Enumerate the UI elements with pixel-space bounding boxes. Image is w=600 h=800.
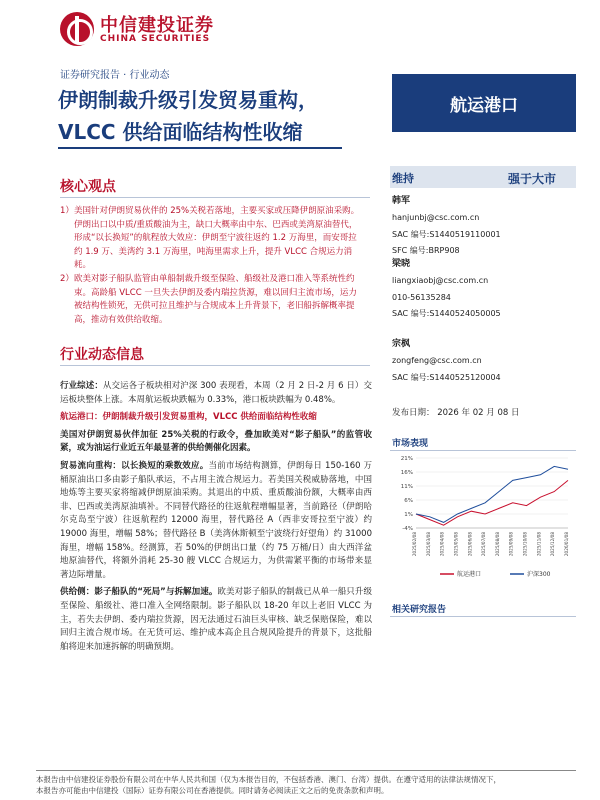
rating-value: 强于大市 — [508, 172, 557, 186]
trade-flow-paragraph — [60, 460, 372, 582]
report-category: 证券研究报告 · 行业动态 — [60, 70, 170, 81]
analyst-name: 韩军 — [392, 196, 411, 206]
sidebar-divider — [390, 616, 576, 617]
disclaimer-footer — [36, 774, 596, 796]
sidebar-divider — [390, 450, 576, 451]
x-tick-label: 2026/01/08 — [564, 532, 569, 557]
y-tick-label: -4% — [402, 526, 413, 532]
core-view-point — [60, 273, 360, 327]
market-performance-heading: 市场表现 — [392, 439, 429, 449]
key-finding-paragraph: 美国对伊朗贸易伙伴加征 25%关税的行政令，叠加欧美对“影子船队”的监管收紧，或为油运行业近五年最显著的供给侧催化因素。 — [60, 429, 372, 454]
analyst-email[interactable]: zongfeng@csc.com.cn — [392, 355, 482, 365]
y-tick-label: 11% — [400, 484, 413, 490]
y-tick-label: 21% — [400, 456, 413, 462]
core-views-list — [60, 205, 360, 327]
analyst-card — [392, 336, 572, 386]
analyst-name: 宗枫 — [392, 339, 411, 349]
section-divider — [60, 197, 370, 198]
x-tick-label: 2025/03/08 — [425, 532, 431, 557]
point-text: 欧美对影子船队监管由单船制裁升级至保险、船级社及港口准入等系统性约束。高龄船 VLCC 一旦失去伊朗及委内瑞拉货源，难以回归主流市场，运力被结构性锁死，无供可拉且维护与合规成本上升背景下，老旧船拆解概率提高，推动有效供给收缩。 — [74, 273, 357, 325]
industry-body — [60, 380, 372, 658]
paragraph-text: 欧美对影子船队的制裁已从单一船只升级至保险、船级社、港口准入全网络限制。影子船队以 18-20 年以上老旧 VLCC 为主，若失去伊朗、委内瑞拉货源，因无法通过石油巨头审核、缺乏保赔保险，难以回归主流合规市场。在无货可运、维护成本高企且合规风险提升的背景下，这批船舶将迎来加速拆解的明确预期。 — [60, 587, 372, 652]
x-tick-label: 2025/05/08 — [453, 532, 459, 557]
x-tick-label: 2025/12/08 — [550, 532, 556, 557]
y-tick-label: 1% — [404, 512, 413, 518]
x-tick-label: 2025/09/08 — [508, 532, 514, 557]
brand-logo — [60, 10, 220, 50]
analyst-card — [392, 193, 572, 260]
point-text: 美国针对伊朗贸易伙伴的 25%关税若落地，主要买家或压降伊朗原油采购。伊朗出口以中质/重质酸油为主，缺口大概率由中东、巴西或美湾原油替代，形成“以长换短”的航程放大效应：伊朗至宁波往返约 1.2 万海里，而安哥拉约 1.9 万、美湾约 3.1 万海里，吨海里需求上升，提升 VLCC 合规运力消耗。 — [74, 206, 360, 271]
paragraph-label: 供给侧：影子船队的“死局”与拆解加速。 — [60, 587, 218, 598]
related-reports-heading: 相关研究报告 — [392, 605, 447, 615]
point-number: 1） — [60, 206, 74, 216]
x-tick-label: 2025/02/08 — [412, 532, 417, 557]
analyst-card — [392, 256, 572, 323]
logo-emblem-icon — [60, 12, 94, 46]
x-tick-label: 2025/10/08 — [522, 532, 528, 557]
x-tick-label: 2025/07/08 — [481, 532, 487, 557]
report-title-line2: VLCC 供给面临结构性收缩 — [58, 120, 303, 144]
point-number: 2） — [60, 273, 74, 284]
disclaimer-line: 本报告由中信建投证券股份有限公司在中华人民共和国（仅为本报告目的，不包括香港、澳门、台湾）提供。在遵守适用的法律法规情况下， — [36, 775, 501, 784]
analyst-sac-number: SAC 编号:S1440524050005 — [392, 309, 501, 319]
x-tick-label: 2025/04/08 — [439, 532, 445, 557]
chart-svg — [390, 452, 576, 582]
shipping-subheading: 航运港口：伊朗制裁升级引发贸易重构，VLCC 供给面临结构性收缩 — [60, 412, 317, 423]
analyst-email[interactable]: hanjunbj@csc.com.cn — [392, 212, 480, 222]
sector-label: 航运港口 — [392, 74, 576, 132]
rating-action: 维持 — [392, 172, 414, 185]
title-underline — [58, 147, 342, 149]
analyst-sac-number: SAC 编号:S1440519110001 — [392, 229, 501, 239]
paragraph-label: 贸易流向重构：以长换短的乘数效应。 — [60, 460, 209, 471]
analyst-email[interactable]: liangxiaobj@csc.com.cn — [392, 275, 489, 285]
paragraph-text: 当前市场结构测算，伊朗每日 150-160 万桶原油出口多由影子船队承运，不占用主流合规运力。若美国关税威胁落地，中国地炼等主要买家将缩减伊朗原油采购。其退出的中质、重质酸油份额，大概率由西非、巴西或美湾原油填补。不同替代路径的往返航程增幅显著，当前路径（伊朗哈尔克岛至宁波）往返航程约 12000 海里，替代路径 A（西非安哥拉至宁波）约 19000 海里，增幅 58%；替代路径 B（美湾休斯顿至宁波绕行好望角）约 31000 海里，增幅 158%。经测算，若 50%的伊朗出口量（约 75 万桶/日）由大西洋盆地原油替代，将额外消耗 25-30 艘 VLCC 合规运力，为供需紧平衡的市场带来显著边际增量。 — [60, 460, 372, 580]
paragraph-text: 从交运各子板块相对沪深 300 表现看，本周（2 月 2 日-2 月 6 日）交运板块整体上涨。本周航运板块跌幅为 0.33%，港口板块跌幅为 0.48%。 — [60, 381, 372, 405]
report-title-line1: 伊朗制裁升级引发贸易重构， — [58, 88, 318, 112]
analyst-sac-number: SAC 编号:S1440525120004 — [392, 372, 501, 382]
legend-label: 沪深300 — [527, 571, 551, 578]
core-view-point — [60, 205, 360, 273]
logo-english-text: CHINA SECURITIES — [100, 34, 211, 44]
industry-summary-paragraph — [60, 380, 372, 407]
industry-news-heading: 行业动态信息 — [60, 347, 144, 363]
logo-chinese-text: 中信建投证券 — [100, 15, 214, 36]
series-line — [416, 480, 568, 525]
legend-label: 航运港口 — [457, 571, 482, 578]
publish-date: 发布日期： 2026 年 02 月 08 日 — [392, 408, 520, 418]
y-tick-label: 6% — [404, 498, 413, 504]
x-tick-label: 2025/06/08 — [467, 532, 473, 557]
paragraph-label: 行业综述： — [60, 381, 103, 391]
disclaimer-line: 本报告亦可能由中信建投（国际）证券有限公司在香港提供。同时请务必阅读正文之后的免责条款和声明。 — [36, 786, 389, 795]
analyst-name: 梁晓 — [392, 259, 411, 269]
y-tick-label: 16% — [400, 470, 413, 476]
analyst-phone: 010-56135284 — [392, 292, 451, 302]
supply-side-paragraph — [60, 586, 372, 654]
core-views-heading: 核心观点 — [60, 179, 116, 195]
x-tick-label: 2025/08/08 — [494, 532, 500, 557]
x-tick-label: 2025/11/08 — [536, 532, 542, 557]
section-divider — [60, 365, 370, 366]
analyst-sfc-number: SFC 编号:BRP908 — [392, 246, 460, 256]
footer-divider — [36, 770, 576, 771]
market-performance-chart — [390, 452, 576, 582]
